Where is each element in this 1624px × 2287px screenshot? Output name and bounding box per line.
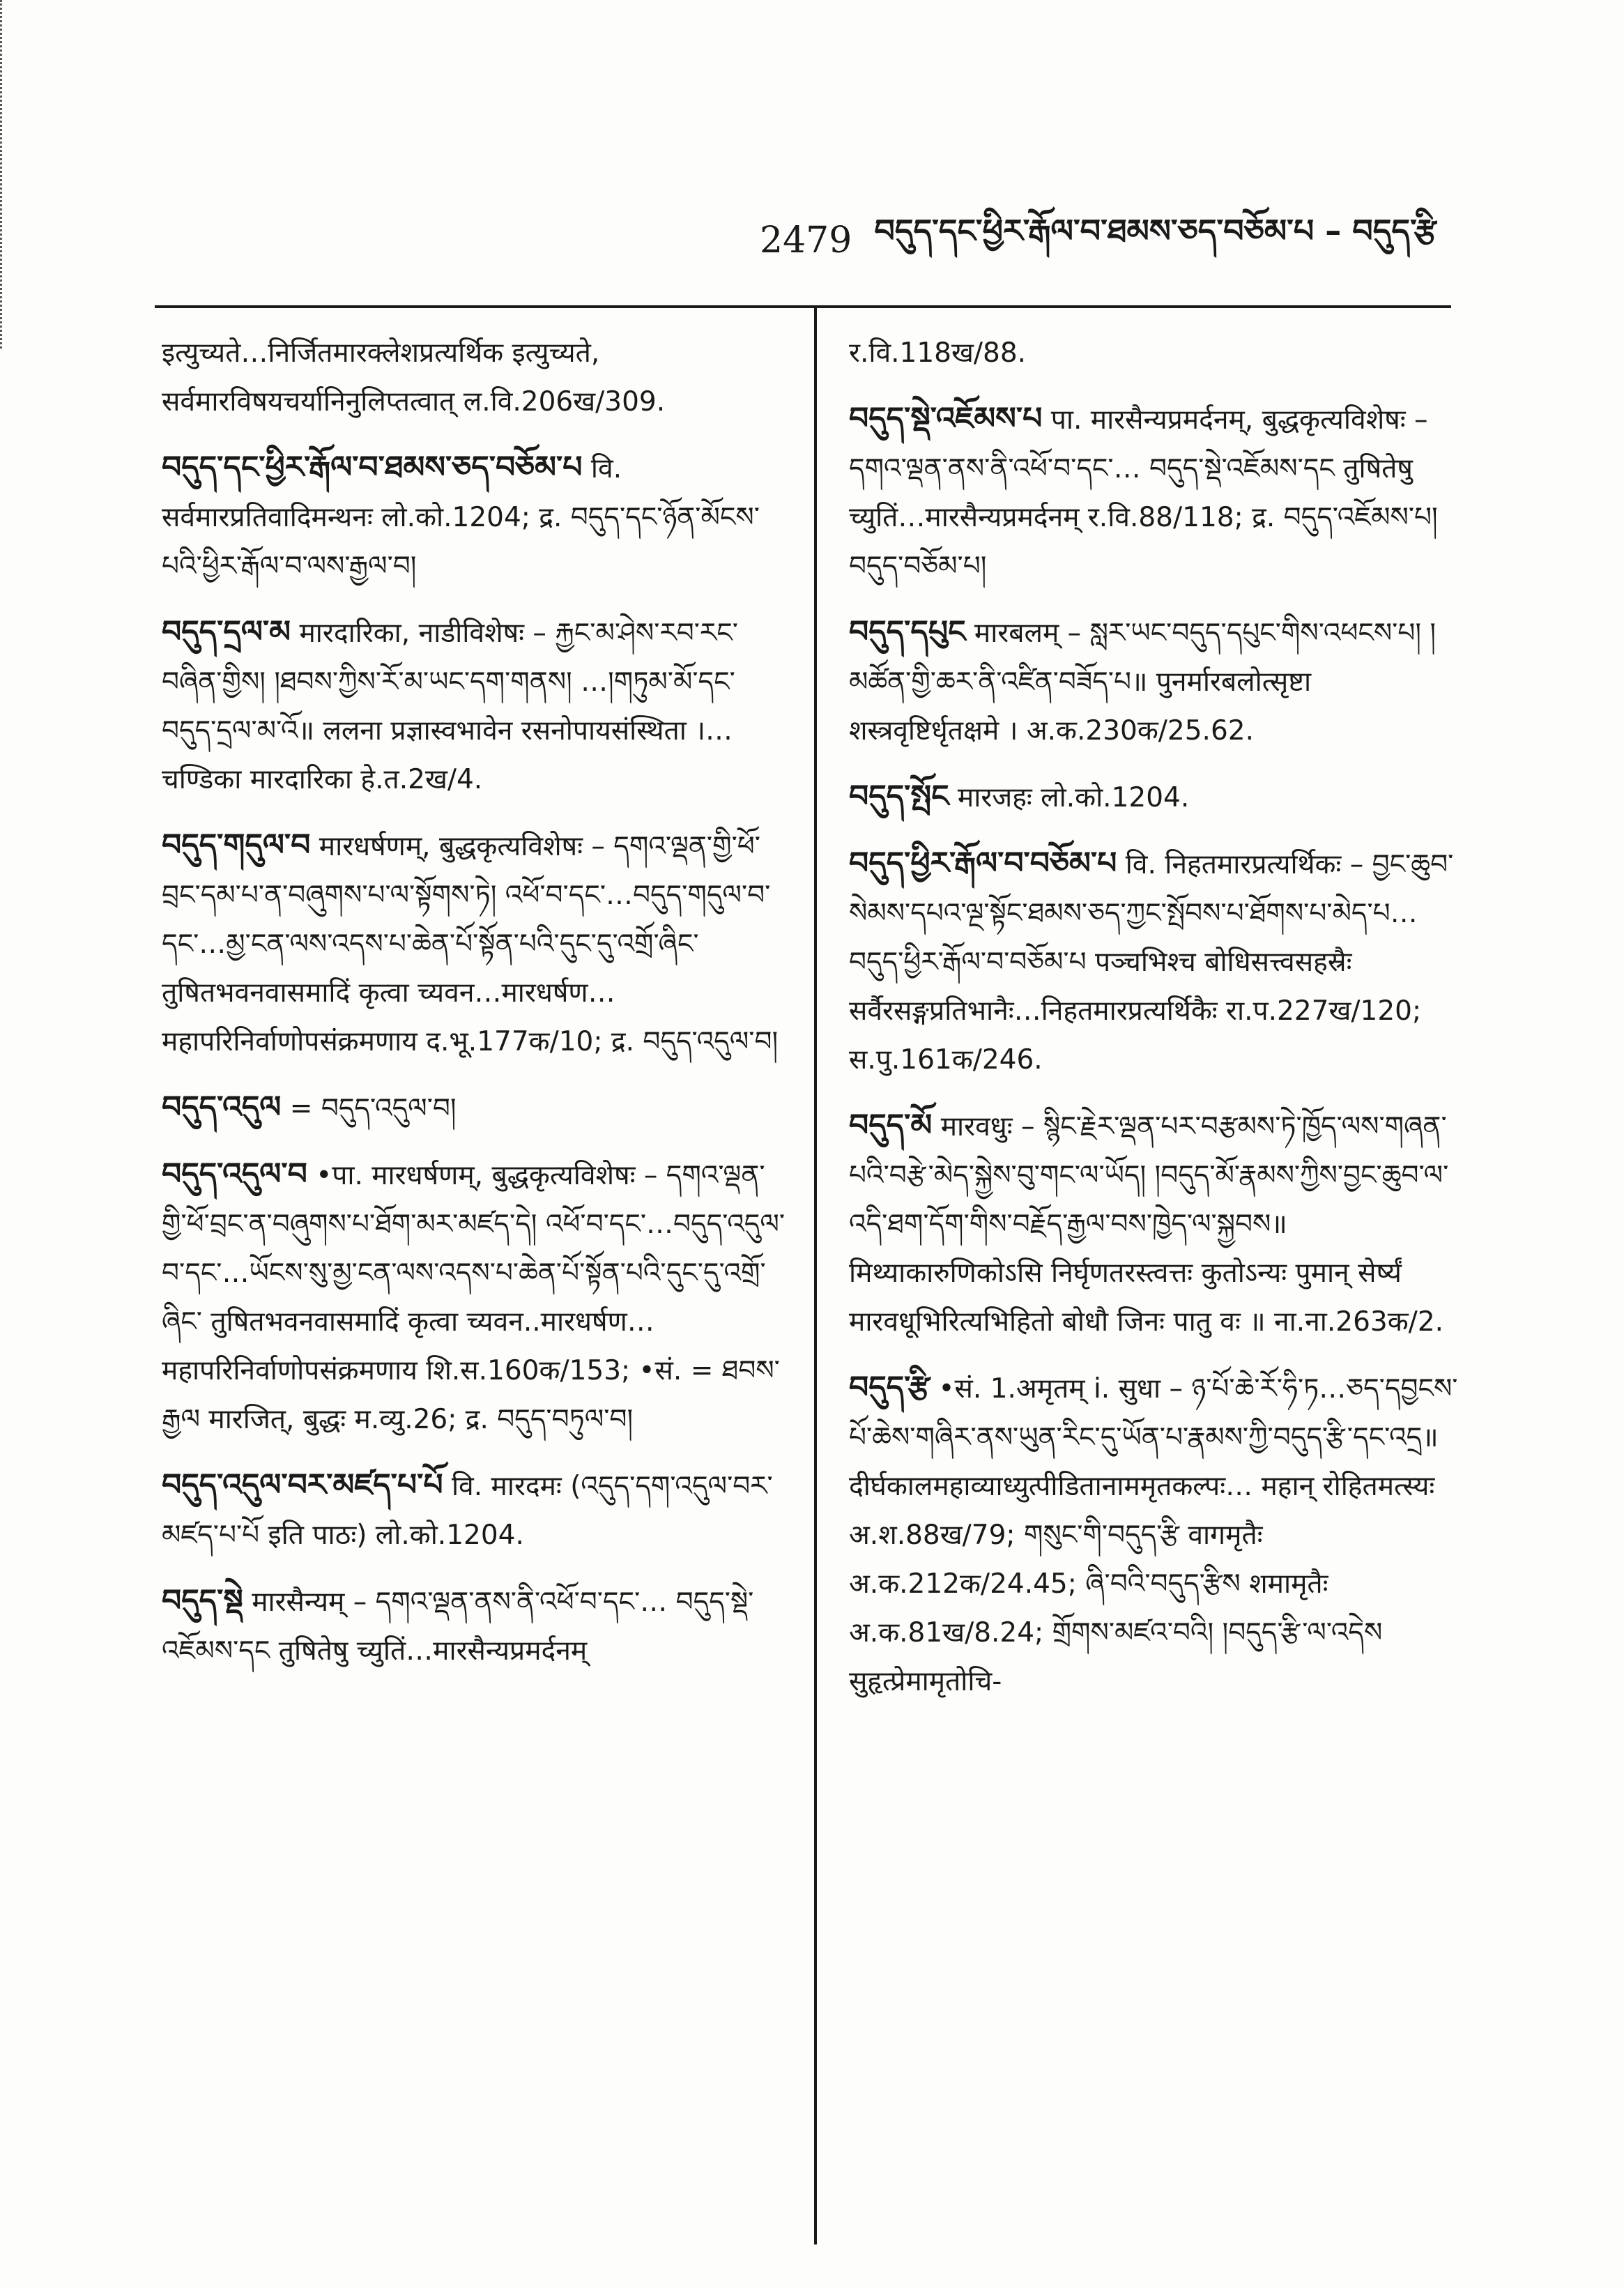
column-divider [814,307,817,2244]
entry-body: मारवधुः – སྙིང་རྗེར་ལྡན་པར་བརྩམས་ཏེ་ཁྱོད་ལས་གཞན་པའི་བརྩེ་མེད་སྐྱེས་བུ་གང་ལ་ཡོད། །བདུད་མོ་རྣམས་ཀྱིས་བྱང་ཆུབ་ལ་འདི་ཐག་དོག་གིས་བརྗོད་རྒྱལ་བས་ཁྱེད་ལ་སྐྱབས॥ मिथ्याकारुणिकोऽसि निर्घृणतरस्त्वत्तः कुतोऽन्यः पुमान् सेर्ष्यं मारवधूभिरित्यभिहितो बोधौ जिनः पातु वः ॥ ना.ना.263क/2. [849,1111,1449,1338]
entry-body: वि. मारदमः (འདུད་དག་འདུལ་བར་མཛད་པ་པོ इति पाठः) लो.को.1204. [162,1471,773,1551]
dictionary-entry [162,1577,789,1676]
entry-body: मारदारिका, नाडीविशेषः – རྐྱང་མ་ཤེས་རབ་རང་བཞིན་གྱིས། །ཐབས་ཀྱིས་རོ་མ་ཡང་དག་གནས། …།གཏུམ་མོ་དང་བདུད་དྲལ་མ་འོ॥ ललना प्रज्ञास्वभावेन रसनोपायसंस्थिता ।…चण्डिका मारदारिका हे.त.2ख/4. [162,618,738,795]
entry-body: = བདུད་འདུལ་བ། [289,1093,457,1124]
entry-headword: བདུད་སྡེ [162,1583,243,1619]
entry-body: मारसैन्यम् – དགའ་ལྡན་ནས་ནི་འཕོ་བ་དང་… བདུད་སྡེ་འཇོམས་དང तुषितेषु च्युतिं…मारसैन्यप्रमर्दनम् [162,1586,754,1667]
dictionary-entry [849,839,1462,1085]
entry-headword: བདུད་རྩི [849,1370,930,1405]
dictionary-entry [162,1461,789,1560]
entry-headword: བདུད་དང་ཕྱིར་རྒོལ་བ་ཐམས་ཅད་བཅོམ་པ [162,450,583,485]
entry-body: •पा. मारधर्षणम्, बुद्धकृत्यविशेषः – དགའ་ལྡན་གྱི་ཕོ་བྲང་ན་བཞུགས་པ་ཐོག་མར་མཛད་དེ། འཕོ་བ་དང་…བདུད་འདུལ་བ་དང་…ཡོངས་སུ་མྱ་ངན་ལས་འདས་པ་ཆེན་པོ་སྟོན་པའི་དུང་དུ་འགྲོ་ཞིང་ तुषितभवनवासमादिं कृत्वा च्यवन..मारधर्षण…महापरिनिर्वाणोपसंक्रमणाय शि.स.160क/153; •सं. = ཐབས་རྒྱལ मारजित्, बुद्धः म.व्यु.26; द्र. བདུད་བཏུལ་བ། [162,1160,786,1435]
entry-headword: བདུད་མོ [849,1108,933,1143]
entry-body: पा. मारसैन्यप्रमर्दनम्, बुद्धकृत्यविशेषः – དགའ་ལྡན་ནས་ནི་འཕོ་བ་དང་… བདུད་སྡེ་འཇོམས་དང तुषितेषु च्युतिं…मारसैन्यप्रमर्दनम् र.वि.88/118; द्र. བདུད་འཇོམས་པ། བདུད་བཅོམ་པ། [849,404,1438,582]
entry-body: मारबलम् – སླར་ཡང་བདུད་དཔུང་གིས་འཕངས་པ། །མཚོན་གྱི་ཆར་ནི་འཛིན་བཟོད་པ॥ पुनर्मारबलोत्सृष्टा शस्त्रवृष्टिर्धृतक्षमे । अ.क.230क/25.62. [849,618,1437,747]
right-column [849,328,1462,2251]
scan-edge-marks [0,0,9,349]
running-head: བདུད་དང་ཕྱིར་རྒོལ་བ་ཐམས་ཅད་བཅོམ་པ – བདུད་རྩི [874,211,1437,250]
entry-headword: བདུད་འདུལ་བར་མཛད་པ་པོ [162,1467,443,1503]
dictionary-entry [162,443,789,591]
entry-body: मारजहः लो.को.1204. [957,782,1190,813]
entry-headword: བདུད་གདུལ་བ [162,827,311,863]
entry-headword: བདུད་སྤོང [849,779,949,814]
page-number: 2479 [760,220,852,261]
entry-headword: བདུད་དཔུང [849,614,966,650]
entry-headword: བདུད་འདུལ [162,1089,282,1125]
entry-body: मारधर्षणम्, बुद्धकृत्यविशेषः – དགའ་ལྡན་གྱི་ཕོ་བྲང་དམ་པ་ན་བཞུགས་པ་ལ་སྟོགས་ཏེ། འཕོ་བ་དང་…བདུད་གདུལ་བ་དང་…མྱ་ངན་ལས་འདས་པ་ཆེན་པོ་སྟོན་པའི་དུང་དུ་འགྲོ་ཞིང་ तुषितभवनवासमादिं कृत्वा च्यवन…मारधर्षण…महापरिनिर्वाणोपसंक्रमणाय द.भू.177क/10; द्र. བདུད་འདུལ་བ། [162,831,779,1057]
dictionary-entry [849,1101,1462,1347]
entry-headword: བདུད་དྲལ་མ [162,614,291,650]
entry-headword: བདུད་འདུལ་བ [162,1156,307,1192]
dictionary-entry [162,1150,789,1444]
entry-headword: བདུད་ཕྱིར་རྒོལ་བ་བཅོམ་པ [849,846,1117,881]
dictionary-entry [849,328,1462,378]
entry-body: र.वि.118ख/88. [849,337,1027,369]
header-rule [155,305,1451,308]
dictionary-entry [849,1363,1462,1706]
entry-body: वि. सर्वमारप्रतिवादिमन्थनः लो.को.1204; द्र. བདུད་དང་ཉོན་མོངས་པའི་ཕྱིར་རྒོལ་བ་ལས་རྒྱལ་བ། [162,453,760,582]
dictionary-entry [849,772,1462,823]
dictionary-entry [849,395,1462,591]
dictionary-entry [162,608,789,804]
dictionary-entry [162,821,789,1066]
entry-body: •सं. 1.अमृतम् i. सुधा – ཉ་པོ་ཆེ་རོ་ཧི་ཏ…ཅད་དབྱངས་པོ་ཆེས་གཞིར་ནས་ཡུན་རིང་དུ་ཡོན་པ་རྣམས་ཀྱི་བདུད་རྩི་དང་འདྲ॥ दीर्घकालमहाव्याध्युत्पीडितानाममृतकल्पः… महान् रोहितमत्स्यः अ.श.88ख/79; གསུང་གི་བདུད་རྩི वागमृतैः अ.क.212क/24.45; ཞི་བའི་བདུད་རྩིས शमामृतैः अ.क.81ख/8.24; གྲོགས་མཛའ་བའི། །བདུད་རྩི་ལ་འདེས सुहृत्प्रेमामृतोचि- [849,1373,1458,1697]
left-column [162,328,789,2251]
page-header [760,202,1512,279]
entry-body: वि. निहतमारप्रत्यर्थिकः – བྱང་ཆུབ་སེམས་དཔའ་ལྔ་སྟོང་ཐམས་ཅད་ཀྱང་སྤོབས་པ་ཐོགས་པ་མེད་པ…བདུད་ཕྱིར་རྒོལ་བ་བཅོམ་པ पञ्चभिश्च बोधिसत्त्वसहस्रैः सर्वैरसङ्गप्रतिभानैः…निहतमारप्रत्यर्थिकैः रा.प.227ख/120; स.पु.161क/246. [849,849,1454,1076]
entry-headword: བདུད་སྡེ་འཇོམས་པ [849,401,1043,436]
dictionary-entry [162,1083,789,1133]
dictionary-entry [162,328,789,427]
dictionary-entry [849,608,1462,756]
entry-body: इत्युच्यते…निर्जितमारक्लेशप्रत्यर्थिक इत्युच्यते, सर्वमारविषयचर्यानिनुलिप्तत्वात् ल.वि.206ख/309. [162,337,666,418]
